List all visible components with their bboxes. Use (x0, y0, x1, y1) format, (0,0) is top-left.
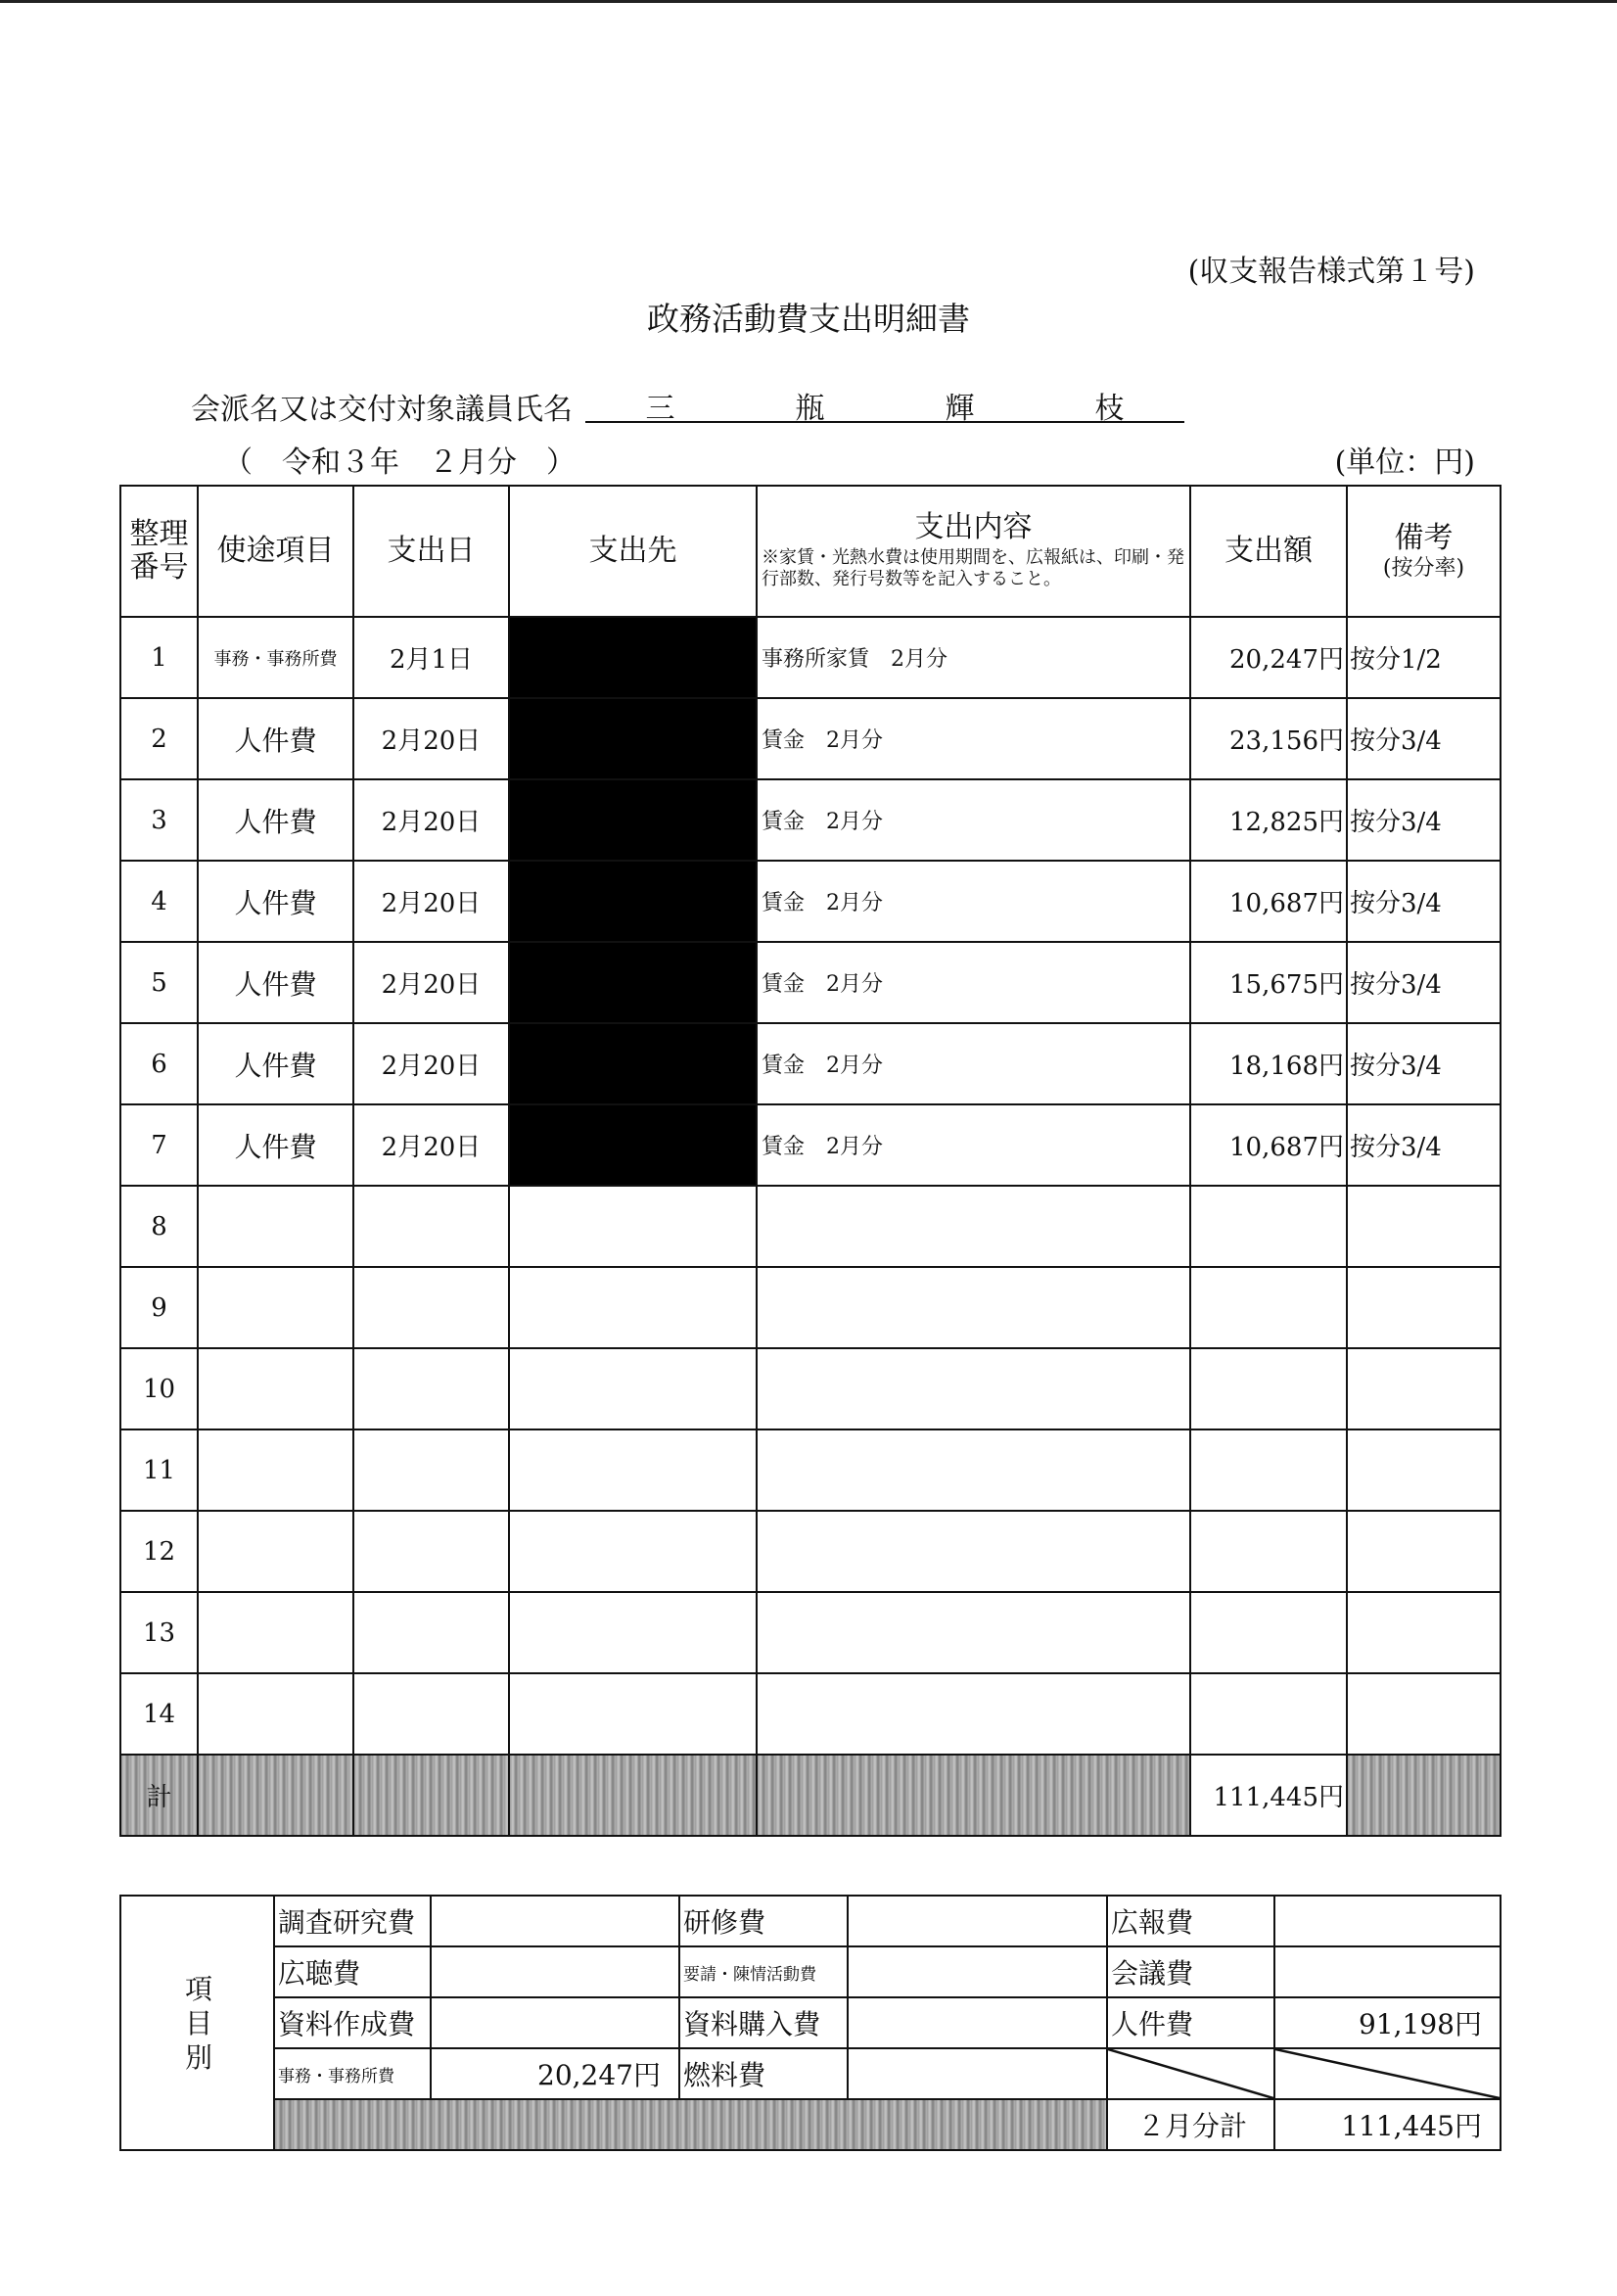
meeting-label: 会議費 (1107, 1946, 1274, 1997)
summary-row (120, 1997, 1501, 2048)
header-content-note: ※家賃・光熱水費は使用期間を、広報紙は、印刷・発行部数、発行号数等を記入すること。 (762, 546, 1184, 590)
table-row (120, 1673, 1501, 1755)
summary-row (120, 1946, 1501, 1997)
fuel-value (848, 2048, 1107, 2099)
training-value (848, 1896, 1107, 1946)
row-purpose (198, 1673, 353, 1755)
row-payee (509, 617, 757, 698)
row-date (353, 1429, 509, 1511)
row-purpose (198, 1186, 353, 1267)
materials-creation-value (431, 1997, 679, 2048)
row-purpose (198, 1348, 353, 1429)
row-content: 賃金 2月分 (757, 861, 1190, 942)
row-number: 7 (120, 1104, 198, 1186)
diagonal-cell (1274, 2048, 1501, 2099)
row-content: 賃金 2月分 (757, 1023, 1190, 1104)
row-date (353, 1592, 509, 1673)
table-row (120, 779, 1501, 861)
row-number: 2 (120, 698, 198, 779)
total-blank (757, 1755, 1190, 1836)
row-payee (509, 1348, 757, 1429)
meeting-value (1274, 1946, 1501, 1997)
row-content: 賃金 2月分 (757, 698, 1190, 779)
personnel-value: 91,198円 (1274, 1997, 1501, 2048)
row-payee (509, 1673, 757, 1755)
row-payee (509, 1267, 757, 1348)
header-remarks (1347, 486, 1501, 617)
row-number: 14 (120, 1673, 198, 1755)
row-remark: 按分3/4 (1347, 861, 1501, 942)
row-purpose: 人件費 (198, 861, 353, 942)
materials-purchase-label: 資料購入費 (679, 1997, 848, 2048)
row-number: 4 (120, 861, 198, 942)
header-date: 支出日 (353, 486, 509, 617)
total-blank (1347, 1755, 1501, 1836)
personnel-label: 人件費 (1107, 1997, 1274, 2048)
name-char: 瓶 (795, 392, 825, 426)
row-payee (509, 861, 757, 942)
row-remark (1347, 1186, 1501, 1267)
table-row (120, 942, 1501, 1023)
row-remark: 按分3/4 (1347, 1104, 1501, 1186)
row-date (353, 1511, 509, 1592)
publicity-value (1274, 1896, 1501, 1946)
total-blank (353, 1755, 509, 1836)
row-remark: 按分3/4 (1347, 698, 1501, 779)
row-purpose: 人件費 (198, 779, 353, 861)
publicity-label: 広報費 (1107, 1896, 1274, 1946)
name-char: 輝 (945, 392, 975, 426)
row-amount (1190, 1511, 1347, 1592)
top-border-line (0, 0, 1617, 3)
row-date (353, 1673, 509, 1755)
petition-label: 要請・陳情活動費 (679, 1946, 848, 1997)
row-remark: 按分3/4 (1347, 942, 1501, 1023)
header-content-label: 支出内容 (914, 510, 1033, 545)
name-char: 枝 (1094, 392, 1125, 426)
table-row (120, 1592, 1501, 1673)
row-payee (509, 1023, 757, 1104)
row-number: 13 (120, 1592, 198, 1673)
total-label: 計 (120, 1755, 198, 1836)
row-content: 事務所家賃 2月分 (757, 617, 1190, 698)
total-blank (198, 1755, 353, 1836)
row-number: 8 (120, 1186, 198, 1267)
row-content (757, 1429, 1190, 1511)
table-row (120, 1186, 1501, 1267)
row-content: 賃金 2月分 (757, 779, 1190, 861)
row-payee (509, 1511, 757, 1592)
row-amount: 23,156円 (1190, 698, 1347, 779)
month-total-label: ２月分計 (1107, 2099, 1274, 2150)
category-section-label: 項 目 別 (120, 1896, 274, 2150)
row-purpose: 人件費 (198, 1104, 353, 1186)
row-remark (1347, 1429, 1501, 1511)
row-amount (1190, 1673, 1347, 1755)
row-remark (1347, 1267, 1501, 1348)
fuel-label: 燃料費 (679, 2048, 848, 2099)
row-amount (1190, 1592, 1347, 1673)
month-total-value: 111,445円 (1274, 2099, 1501, 2150)
form-number: (収支報告様式第１号) (1187, 255, 1475, 289)
table-row (120, 1429, 1501, 1511)
row-amount: 10,687円 (1190, 861, 1347, 942)
row-purpose: 事務・事務所費 (198, 617, 353, 698)
table-header-row (120, 486, 1501, 617)
row-amount: 10,687円 (1190, 1104, 1347, 1186)
row-payee (509, 1592, 757, 1673)
research-value (431, 1896, 679, 1946)
row-date: 2月1日 (353, 617, 509, 698)
hearing-value (431, 1946, 679, 1997)
row-purpose (198, 1429, 353, 1511)
row-payee (509, 1186, 757, 1267)
row-content (757, 1673, 1190, 1755)
row-remark (1347, 1348, 1501, 1429)
table-row (120, 1511, 1501, 1592)
row-date: 2月20日 (353, 1023, 509, 1104)
header-remarks-sub: (按分率) (1382, 555, 1465, 581)
row-purpose (198, 1267, 353, 1348)
summary-blank-band (274, 2099, 1107, 2150)
row-purpose (198, 1592, 353, 1673)
table-row (120, 1023, 1501, 1104)
office-label: 事務・事務所費 (274, 2048, 431, 2099)
row-content (757, 1511, 1190, 1592)
row-remark: 按分3/4 (1347, 779, 1501, 861)
row-number: 6 (120, 1023, 198, 1104)
row-amount (1190, 1267, 1347, 1348)
total-amount: 111,445円 (1190, 1755, 1347, 1836)
row-remark (1347, 1511, 1501, 1592)
summary-row (120, 1896, 1501, 1946)
row-amount: 18,168円 (1190, 1023, 1347, 1104)
petition-value (848, 1946, 1107, 1997)
header-purpose: 使途項目 (198, 486, 353, 617)
row-date: 2月20日 (353, 698, 509, 779)
diagonal-cell (1107, 2048, 1274, 2099)
row-amount: 12,825円 (1190, 779, 1347, 861)
row-content: 賃金 2月分 (757, 1104, 1190, 1186)
row-amount (1190, 1186, 1347, 1267)
total-blank (509, 1755, 757, 1836)
row-remark: 按分3/4 (1347, 1023, 1501, 1104)
row-date: 2月20日 (353, 779, 509, 861)
row-purpose: 人件費 (198, 1023, 353, 1104)
table-row (120, 1104, 1501, 1186)
materials-creation-label: 資料作成費 (274, 1997, 431, 2048)
name-char: 三 (645, 392, 675, 426)
header-remarks-label: 備考 (1394, 521, 1454, 556)
table-row (120, 698, 1501, 779)
row-date (353, 1186, 509, 1267)
row-payee (509, 698, 757, 779)
row-date (353, 1348, 509, 1429)
header-payee: 支出先 (509, 486, 757, 617)
office-value: 20,247円 (431, 2048, 679, 2099)
category-summary-table (119, 1895, 1502, 2151)
row-purpose: 人件費 (198, 942, 353, 1023)
row-content (757, 1186, 1190, 1267)
row-payee (509, 1104, 757, 1186)
row-number: 12 (120, 1511, 198, 1592)
row-amount: 20,247円 (1190, 617, 1347, 698)
row-date: 2月20日 (353, 1104, 509, 1186)
materials-purchase-value (848, 1997, 1107, 2048)
table-row (120, 617, 1501, 698)
row-remark (1347, 1673, 1501, 1755)
research-label: 調査研究費 (274, 1896, 431, 1946)
header-content (757, 486, 1190, 617)
row-number: 11 (120, 1429, 198, 1511)
row-content: 賃金 2月分 (757, 942, 1190, 1023)
hearing-label: 広聴費 (274, 1946, 431, 1997)
row-payee (509, 942, 757, 1023)
summary-row (120, 2099, 1501, 2150)
row-purpose: 人件費 (198, 698, 353, 779)
row-number: 10 (120, 1348, 198, 1429)
expenditure-table (119, 485, 1502, 1837)
row-remark: 按分1/2 (1347, 617, 1501, 698)
name-label: 会派名又は交付対象議員氏名 (191, 393, 573, 427)
row-number: 3 (120, 779, 198, 861)
document-title: 政務活動費支出明細書 (647, 300, 970, 338)
row-purpose (198, 1511, 353, 1592)
table-row (120, 1348, 1501, 1429)
table-row (120, 1267, 1501, 1348)
table-row (120, 861, 1501, 942)
row-date (353, 1267, 509, 1348)
summary-row (120, 2048, 1501, 2099)
unit-label: (単位：円) (1334, 445, 1475, 480)
training-label: 研修費 (679, 1896, 848, 1946)
row-date: 2月20日 (353, 942, 509, 1023)
total-row (120, 1755, 1501, 1836)
row-number: 9 (120, 1267, 198, 1348)
member-name (585, 384, 1184, 426)
report-period: （ 令和３年 ２月分 ） (223, 445, 576, 480)
row-content (757, 1592, 1190, 1673)
header-number: 整理 番号 (120, 486, 198, 617)
row-date: 2月20日 (353, 861, 509, 942)
row-amount (1190, 1348, 1347, 1429)
row-payee (509, 1429, 757, 1511)
row-content (757, 1348, 1190, 1429)
row-number: 1 (120, 617, 198, 698)
row-number: 5 (120, 942, 198, 1023)
row-amount: 15,675円 (1190, 942, 1347, 1023)
header-amount: 支出額 (1190, 486, 1347, 617)
row-amount (1190, 1429, 1347, 1511)
row-content (757, 1267, 1190, 1348)
row-payee (509, 779, 757, 861)
row-remark (1347, 1592, 1501, 1673)
